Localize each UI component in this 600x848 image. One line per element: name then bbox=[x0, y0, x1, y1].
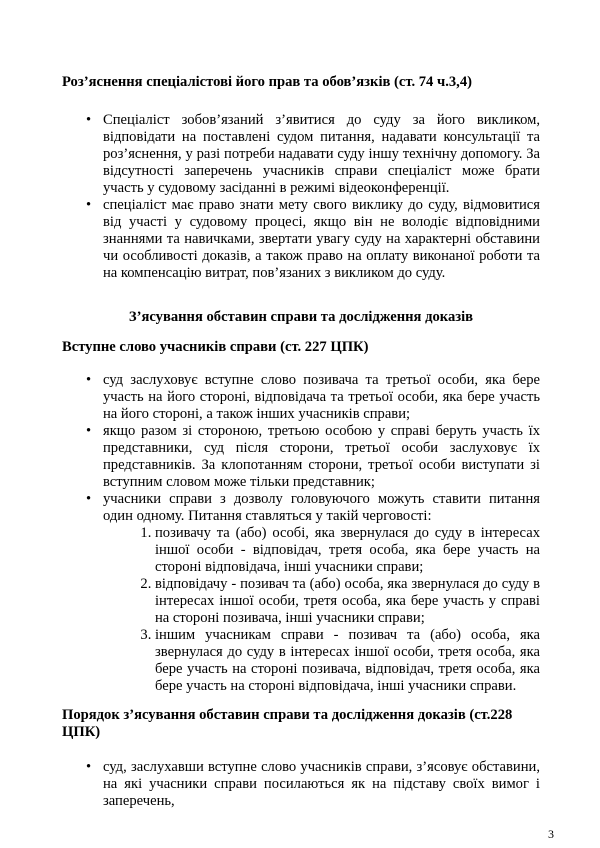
numbered-item: 2. відповідачу - позивач та (або) особа, яка звернулася до суду в інтересах іншої особи, третя особа, яка бере участь у справі на стороні позивача, інші учасники справи; bbox=[155, 576, 540, 627]
section-heading-order-of-clarification: Порядок з’ясування обставин справи та дослідження доказів (ст.228 ЦПК) bbox=[62, 707, 513, 740]
numbered-item: 3. іншим учасникам справи - позивач та (або) особа, яка звернулася до суду в інтересах іншої особи, третя особа, яка бере участь на стороні позивача, відповідач, третя особа, яка бере участь на стороні відповідача, інші учасники справи. bbox=[155, 627, 540, 695]
bullet-item: • спеціаліст має право знати мету свого виклику до суду, відмовитися від участі у судовому процесі, якщо він не володіє відповідними знаннями та навичками, звертати увагу суду на характерні обставини чи особливості доказів, а також право на оплату виконаної роботи та на компенсацію витрат, пов’язаних з викликом до суду. bbox=[62, 197, 540, 282]
bullet-list-order bbox=[62, 759, 540, 810]
bullet-item bbox=[62, 491, 540, 695]
bullet-list-opening-statement bbox=[62, 372, 540, 695]
section-heading-opening-statement: Вступне слово учасників справи (ст. 227 ЦПК) bbox=[62, 339, 369, 355]
section-heading-clarification-of-circumstances: З’ясування обставин справи та дослідження доказів bbox=[128, 309, 474, 325]
section-heading-specialist-rights: Роз’яснення спеціалістові його прав та обов’язків (ст. 74 ч.3,4) bbox=[62, 74, 472, 90]
numbered-item: 1. позивачу та (або) особі, яка звернулася до суду в інтересах іншої особи - відповідач, третя особа, яка бере участь на стороні відповідача, інші учасники справи; bbox=[155, 525, 540, 576]
question-order-list bbox=[103, 525, 540, 695]
bullet-item: • суд, заслухавши вступне слово учасників справи, з’ясовує обставини, на які учасники справи посилаються як на підставу своїх вимог і заперечень, bbox=[62, 759, 540, 810]
bullet-item: • якщо разом зі стороною, третьою особою у справі беруть участь їх представники, суд після сторони, третьої особи заслуховує їх представників. За клопотанням сторони, третьої особи виступати зі вступним словом може тільки представник; bbox=[62, 423, 540, 491]
bullet-list-specialist bbox=[62, 112, 540, 282]
bullet-item-text: учасники справи з дозволу головуючого можуть ставити питання один одному. Питання ставляться у такій черговості: bbox=[103, 491, 540, 524]
bullet-item: • суд заслуховує вступне слово позивача та третьої особи, яка бере участь на його стороні, відповідача та третьої особи, яка бере участь на його стороні, а також інших учасників справи; bbox=[62, 372, 540, 423]
page-number: 3 bbox=[548, 827, 554, 841]
bullet-item: • Спеціаліст зобов’язаний з’явитися до суду за його викликом, відповідати на поставлені судом питання, надавати консультації та роз’яснення, у разі потреби надавати суду іншу технічну допомогу. За відсутності заперечень учасників справи спеціаліст може брати участь у судовому засіданні в режимі відеоконференції. bbox=[62, 112, 540, 197]
